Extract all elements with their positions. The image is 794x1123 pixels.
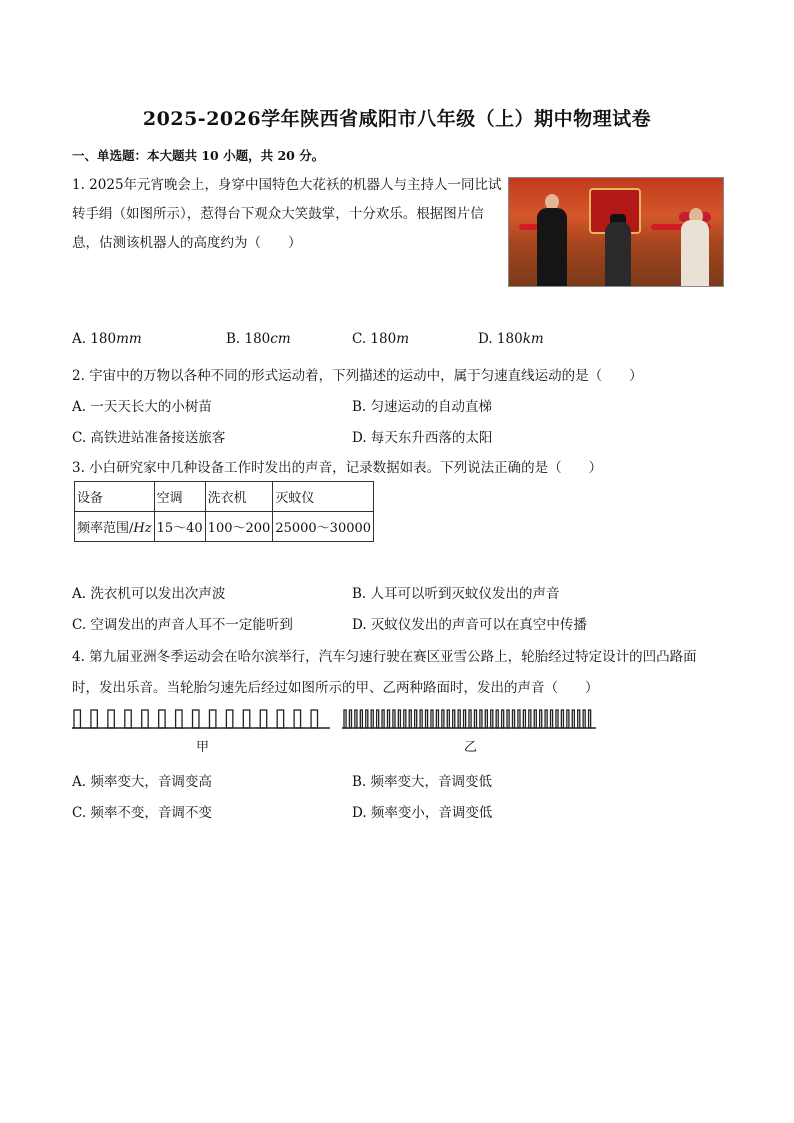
road-bump (260, 710, 266, 728)
table-cell: 15～40 (154, 512, 205, 542)
road-bump (108, 710, 114, 728)
question-3-text: 3. 小白研究家中几种设备工作时发出的声音，记录数据如表。下列说法正确的是（ ） (72, 460, 603, 476)
road-bump (551, 710, 553, 728)
performer-figure (681, 220, 709, 286)
road-bump (431, 710, 433, 728)
road-bump (491, 710, 493, 728)
road-bump (502, 710, 504, 728)
option-b[interactable]: B. 频率变大，音调变低 (352, 774, 493, 790)
road-bump (534, 710, 536, 728)
road-bump (453, 710, 455, 728)
question-2-text: 2. 宇宙中的万物以各种不同的形式运动着，下列描述的运动中，属于匀速直线运动的是（ ） (72, 368, 643, 384)
option-d[interactable]: D. 频率变小，音调变低 (352, 805, 493, 821)
table-cell: 100～200 (205, 512, 273, 542)
road-bump (142, 710, 148, 728)
road-bump (209, 710, 215, 728)
question-1-text: 1. 2025年元宵晚会上，身穿中国特色大花袄的机器人与主持人一同比试转手绢（如图所示），惹得台下观众大笑鼓掌，十分欢乐。根据图片信息，估测该机器人的高度约为（ ） (72, 177, 502, 251)
road-bump (485, 710, 487, 728)
road-bump (572, 710, 574, 728)
road-bump (496, 710, 498, 728)
option-d[interactable]: D. 灭蚊仪发出的声音可以在真空中传播 (352, 617, 587, 633)
road-bump (277, 710, 283, 728)
option-a[interactable]: A. 一天天长大的小树苗 (72, 399, 212, 415)
table-cell: 灭蚊仪 (273, 482, 374, 512)
option-a[interactable]: A. 频率变大，音调变高 (72, 774, 212, 790)
road-bump (311, 710, 317, 728)
road-bump (523, 710, 525, 728)
road-bump (529, 710, 531, 728)
road-bump (159, 710, 165, 728)
question-2-options-row-1 (72, 395, 493, 415)
frequency-table (74, 481, 374, 542)
table-cell: 设备 (75, 482, 155, 512)
road-bump (366, 710, 368, 728)
question-2-options-row-2 (72, 426, 493, 446)
road-bump (480, 710, 482, 728)
road-b-diagram (342, 707, 596, 729)
road-bump (404, 710, 406, 728)
road-bump (360, 710, 362, 728)
road-bump (382, 710, 384, 728)
road-bump (545, 710, 547, 728)
road-bump (398, 710, 400, 728)
table-cell: 空调 (154, 482, 205, 512)
option-c[interactable]: C. 高铁进站准备接送旅客 (72, 430, 226, 446)
road-bump (556, 710, 558, 728)
road-bump (125, 710, 131, 728)
section-heading: 一、单选题：本大题共 10 小题，共 20 分。 (72, 148, 325, 163)
option-b[interactable]: B. 人耳可以听到灭蚊仪发出的声音 (352, 586, 560, 602)
question-1-photo (508, 177, 724, 287)
road-bump (344, 710, 346, 728)
question-4-text-line-1: 4. 第九届亚洲冬季运动会在哈尔滨举行，汽车匀速行驶在赛区亚雪公路上，轮胎经过特定设计的凹凸路面 (72, 649, 697, 665)
road-bump (442, 710, 444, 728)
road-bump (458, 710, 460, 728)
robot-figure (605, 222, 631, 286)
road-bump (243, 710, 249, 728)
option-d[interactable]: D. 每天东升西落的太阳 (352, 430, 493, 446)
road-bump (393, 710, 395, 728)
road-bump (387, 710, 389, 728)
table-cell: 洗衣机 (205, 482, 273, 512)
road-a-diagram (72, 707, 330, 729)
road-bump (447, 710, 449, 728)
page-title: 2025-2026学年陕西省咸阳市八年级（上）期中物理试卷 (142, 108, 652, 130)
road-bump (578, 710, 580, 728)
table-cell: 25000～30000 (273, 512, 374, 542)
road-bump (415, 710, 417, 728)
road-bump (409, 710, 411, 728)
road-bump (426, 710, 428, 728)
question-3-options-row-1 (72, 582, 560, 602)
road-bump (193, 710, 199, 728)
question-4-text-line-2: 时，发出乐音。当轮胎匀速先后经过如图所示的甲、乙两种路面时，发出的声音（ ） (72, 680, 599, 696)
option-a[interactable]: A. 洗衣机可以发出次声波 (72, 586, 226, 602)
table-row (75, 512, 374, 542)
option-d[interactable]: D. 180km (478, 331, 544, 347)
road-bump (507, 710, 509, 728)
table-header-row (75, 482, 374, 512)
host-figure (537, 208, 567, 286)
road-bump (436, 710, 438, 728)
road-bump (469, 710, 471, 728)
road-bump (226, 710, 232, 728)
table-cell: 频率范围/Hz (75, 512, 155, 542)
road-bump (583, 710, 585, 728)
option-a[interactable]: A. 180mm (72, 331, 142, 347)
road-bump (518, 710, 520, 728)
option-b[interactable]: B. 180cm (226, 331, 291, 347)
question-3-options-row-2 (72, 613, 587, 633)
question-4-options-row-2 (72, 801, 493, 821)
question-4-options-row-1 (72, 770, 493, 790)
road-bump (540, 710, 542, 728)
road-bump (294, 710, 300, 728)
road-bump (512, 710, 514, 728)
road-bump (74, 710, 80, 728)
road-bump (371, 710, 373, 728)
road-bump (349, 710, 351, 728)
road-bump (176, 710, 182, 728)
road-bump (355, 710, 357, 728)
road-bump (91, 710, 97, 728)
road-bump (377, 710, 379, 728)
road-label-b: 乙 (464, 740, 478, 755)
road-bump (474, 710, 476, 728)
option-c[interactable]: C. 空调发出的声音人耳不一定能听到 (72, 617, 293, 633)
road-surface-b (342, 707, 596, 729)
option-c[interactable]: C. 频率不变，音调不变 (72, 805, 212, 821)
road-bump (420, 710, 422, 728)
road-bump (589, 710, 591, 728)
option-c[interactable]: C. 180m (352, 331, 410, 347)
option-b[interactable]: B. 匀速运动的自动直梯 (352, 399, 493, 415)
road-label-a: 甲 (196, 740, 210, 755)
road-surface-a (72, 707, 330, 729)
road-bump (464, 710, 466, 728)
road-bump (567, 710, 569, 728)
road-bump (561, 710, 563, 728)
